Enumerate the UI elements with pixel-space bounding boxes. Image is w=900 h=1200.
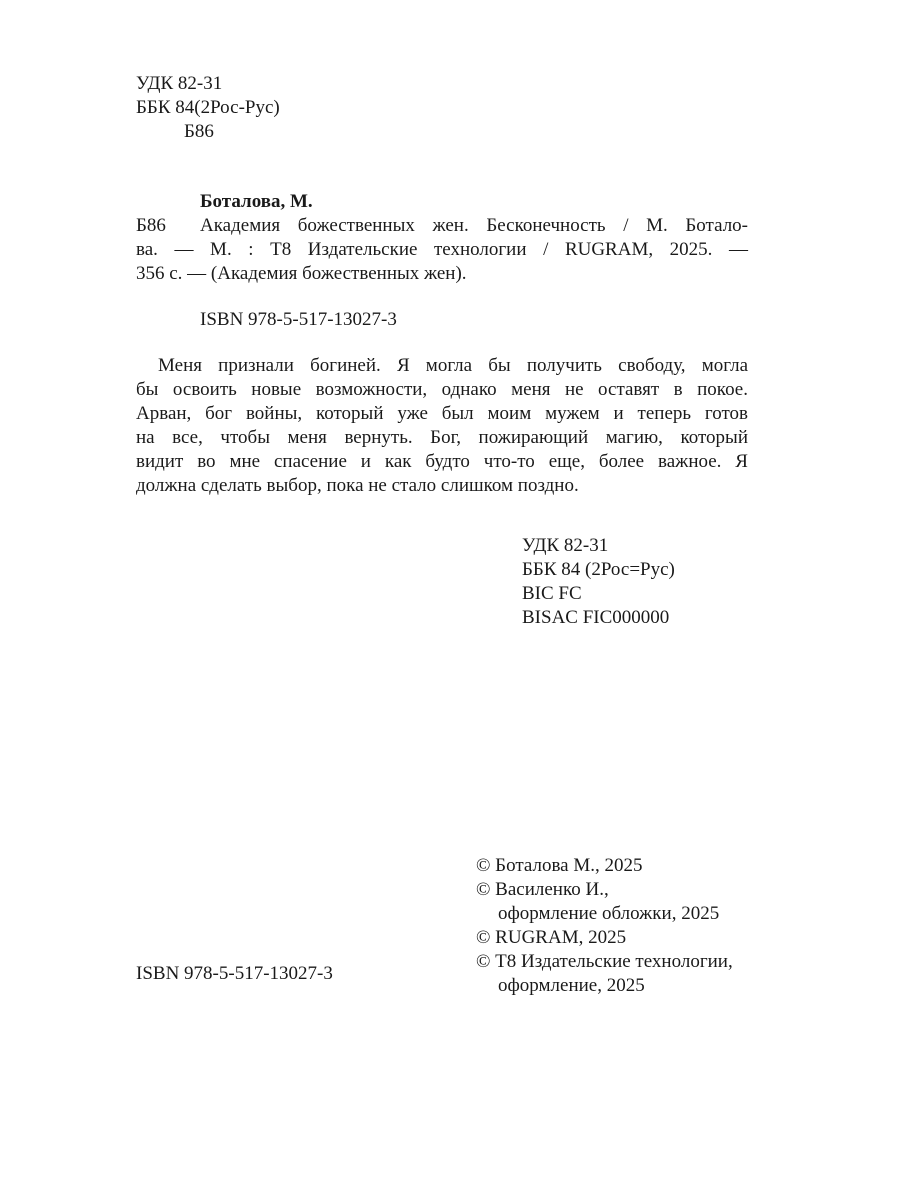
bibliographic-description-cont — [136, 238, 748, 286]
annotation-line-3: Арван, бог войны, который уже был моим мужем и теперь готов — [136, 403, 748, 424]
annotation — [136, 354, 748, 498]
copyright-t8-role: оформление, 2025 — [498, 975, 645, 996]
annotation-line-6: должна сделать выбор, пока не стало слишком поздно. — [136, 475, 579, 496]
author-mark: Б86 — [184, 121, 214, 142]
bbk-code-right: ББК 84 (2Рос=Рус) — [522, 559, 675, 580]
copyright-block — [476, 854, 733, 998]
annotation-line-2: бы освоить новые возможности, однако меня не оставят в покое. — [136, 379, 748, 400]
annotation-line-5: видит во мне спасение и как будто что-то еще, более важное. Я — [136, 451, 748, 472]
bibliographic-description — [200, 214, 748, 238]
bbk-code: ББК 84(2Рос-Рус) — [136, 97, 280, 118]
bib-line-3: 356 с. — (Академия божественных жен). — [136, 263, 467, 284]
udk-code-right: УДК 82-31 — [522, 535, 609, 556]
entry-author-mark: Б86 — [136, 215, 166, 236]
author-heading: Боталова, М. — [200, 191, 313, 212]
header-classification — [136, 72, 280, 144]
copyright-t8: © Т8 Издательские технологии, — [476, 951, 733, 972]
bisac-code: BISAC FIC000000 — [522, 607, 670, 628]
copyright-rugram: © RUGRAM, 2025 — [476, 927, 627, 948]
copyright-illustrator-role: оформление обложки, 2025 — [498, 903, 720, 924]
copyright-illustrator: © Василенко И., — [476, 879, 609, 900]
copyright-author: © Боталова М., 2025 — [476, 855, 643, 876]
udk-code: УДК 82-31 — [136, 73, 223, 94]
classification-codes — [522, 534, 675, 630]
bib-line-1: Академия божественных жен. Бесконечность / М. Ботало- — [200, 215, 748, 236]
bic-code: BIC FC — [522, 583, 582, 604]
bib-line-2: ва. — М. : Т8 Издательские технологии / RUGRAM, 2025. — — [136, 239, 748, 260]
annotation-line-4: на все, чтобы меня вернуть. Бог, пожирающий магию, который — [136, 427, 748, 448]
entry-isbn: ISBN 978-5-517-13027-3 — [200, 309, 397, 330]
annotation-line-1: Меня признали богиней. Я могла бы получить свободу, могла — [158, 355, 748, 376]
footer-isbn: ISBN 978-5-517-13027-3 — [136, 963, 333, 984]
